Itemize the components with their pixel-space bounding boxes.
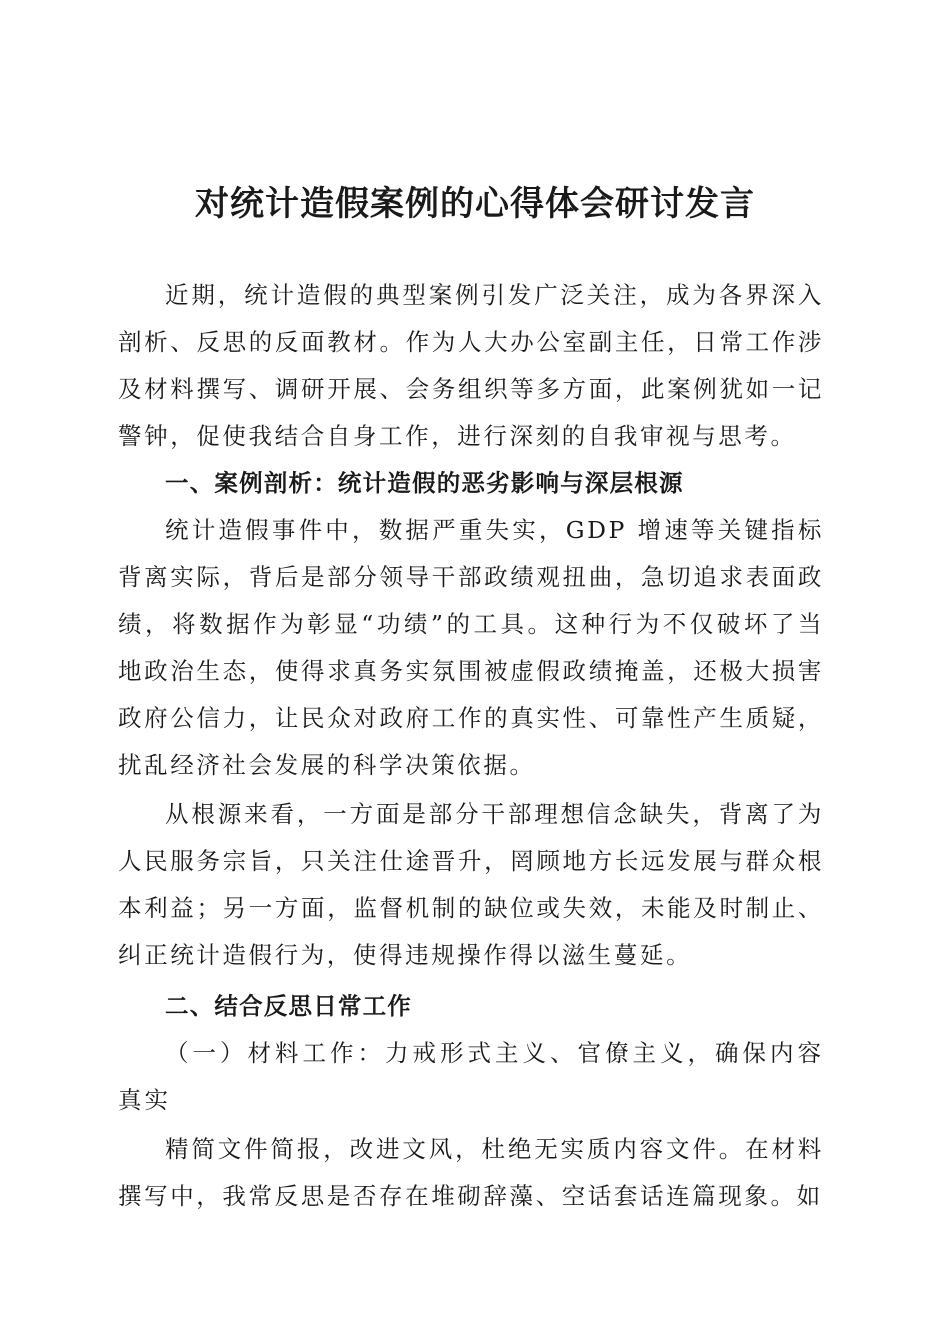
section-heading-2: 二、结合反思日常工作: [165, 992, 412, 1020]
section-heading-1: 一、案例剖析：统计造假的恶劣影响与深层根源: [165, 469, 684, 497]
paragraph-root-causes: 从根源来看，一方面是部分干部理想信念缺失，背离了为人民服务宗旨，只关注仕途晋升，罔顾地方长远发展与群众根本利益；另一方面，监督机制的缺位或失效，未能及时制止、纠正统计造假行为，使得违规操作得以滋生蔓延。: [118, 800, 824, 969]
document-body: [118, 272, 824, 1220]
subsection-heading-1: （一）材料工作：力戒形式主义、官僚主义，确保内容真实: [118, 1039, 824, 1114]
document-title: 对统计造假案例的心得体会研讨发言: [195, 184, 755, 224]
paragraph-materials-work: 精简文件简报，改进文风，杜绝无实质内容文件。在材料撰写中，我常反思是否存在堆砌辞藻、空话套话连篇现象。如: [118, 1135, 824, 1210]
paragraph-intro: 近期，统计造假的典型案例引发广泛关注，成为各界深入剖析、反思的反面教材。作为人大办公室副主任，日常工作涉及材料撰写、调研开展、会务组织等多方面，此案例犹如一记警钟，促使我结合自身工作，进行深刻的自我审视与思考。: [118, 281, 824, 450]
paragraph-case-analysis: 统计造假事件中，数据严重失实，GDP 增速等关键指标背离实际，背后是部分领导干部政绩观扭曲，急切追求表面政绩，将数据作为彰显“功绩”的工具。这种行为不仅破坏了当地政治生态，使得求真务实氛围被虚假政绩掩盖，还极大损害政府公信力，让民众对政府工作的真实性、可靠性产生质疑，扰乱经济社会发展的科学决策依据。: [118, 516, 824, 779]
